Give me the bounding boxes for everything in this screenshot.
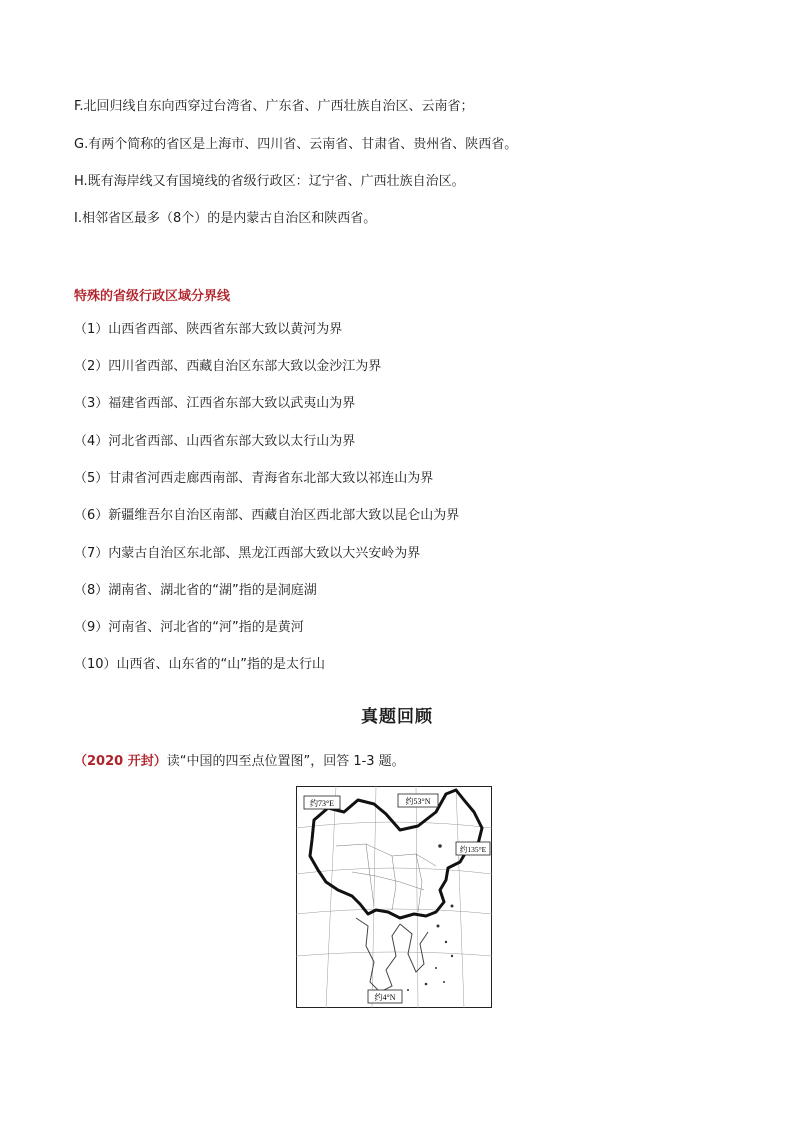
label-west: 约73°E xyxy=(309,799,335,808)
page-heading: 真题回顾 xyxy=(361,707,433,727)
question-line xyxy=(74,750,405,769)
question-text: 读“中国的四至点位置图”，回答 1-3 题。 xyxy=(166,754,405,769)
list-item: （1）山西省西部、陕西省东部大致以黄河为界 xyxy=(74,322,343,337)
china-extreme-points-map xyxy=(296,786,492,1008)
list-item: （8）湖南省、湖北省的“湖”指的是洞庭湖 xyxy=(74,583,317,598)
label-south: 约4°N xyxy=(374,993,396,1002)
fact-i: I.相邻省区最多（8个）的是内蒙古自治区和陕西省。 xyxy=(74,211,377,226)
fact-f: F.北回归线自东向西穿过台湾省、广东省、广西壮族自治区、云南省； xyxy=(74,99,474,114)
fact-h: H.既有海岸线又有国境线的省级行政区：辽宁省、广西壮族自治区。 xyxy=(74,174,465,189)
list-item: （3）福建省西部、江西省东部大致以武夷山为界 xyxy=(74,396,356,411)
list-item: （10）山西省、山东省的“山”指的是太行山 xyxy=(74,657,326,672)
list-item: （2）四川省西部、西藏自治区东部大致以金沙江为界 xyxy=(74,359,382,374)
section-title: 特殊的省级行政区域分界线 xyxy=(74,289,231,304)
fact-g: G.有两个简称的省区是上海市、四川省、云南省、甘肃省、贵州省、陕西省。 xyxy=(74,137,518,152)
list-item: （6）新疆维吾尔自治区南部、西藏自治区西北部大致以昆仑山为界 xyxy=(74,508,460,523)
label-east: 约135°E xyxy=(459,845,487,854)
list-item: （4）河北省西部、山西省东部大致以太行山为界 xyxy=(74,434,356,449)
question-source: （2020 开封） xyxy=(74,754,167,769)
list-item: （9）河南省、河北省的“河”指的是黄河 xyxy=(74,620,304,635)
label-north: 约53°N xyxy=(405,797,431,806)
list-item: （7）内蒙古自治区东北部、黑龙江西部大致以大兴安岭为界 xyxy=(74,546,421,561)
list-item: （5）甘肃省河西走廊西南部、青海省东北部大致以祁连山为界 xyxy=(74,471,434,486)
